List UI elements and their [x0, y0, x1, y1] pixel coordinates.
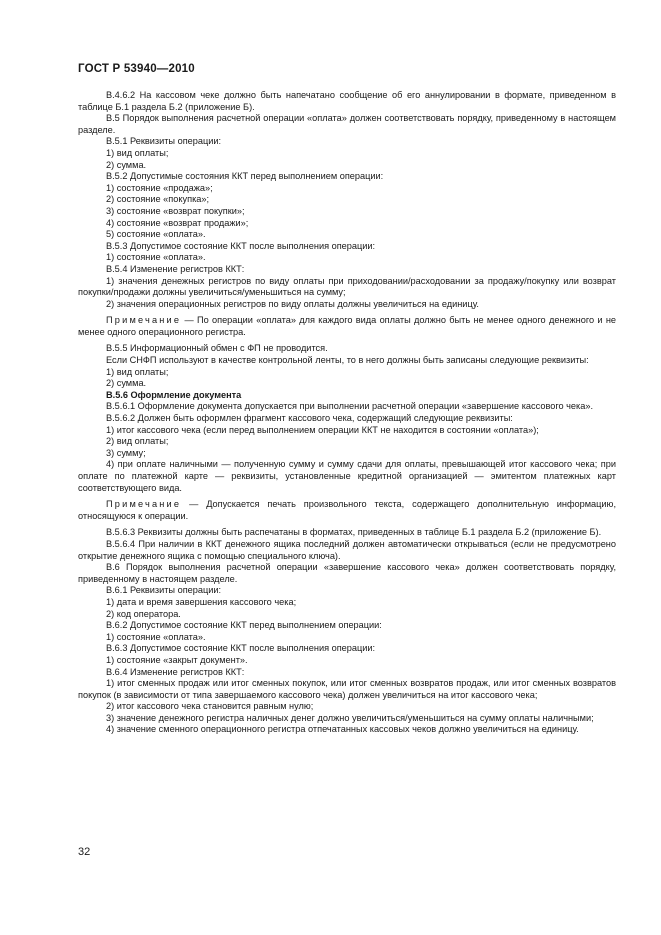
paragraph-text: 5) состояние «оплата».	[106, 229, 206, 240]
paragraph-text: В.5.6.3 Реквизиты должны быть распечатаны в форматах, приведенных в таблице Б.1 раздела Б.2 (приложение Б).	[106, 527, 602, 538]
text-paragraph	[78, 194, 616, 206]
note-label: Примечание	[106, 499, 182, 510]
text-paragraph	[78, 436, 616, 448]
paragraph-text: 1) значения денежных регистров по виду оплаты при приходовании/расходовании за продажу/покупку или возврат покупки/продажи должны увеличиться/уменьшиться на сумму;	[78, 275, 616, 298]
note-paragraph	[78, 499, 616, 522]
text-paragraph	[78, 90, 616, 113]
paragraph-text: В.5.6 Оформление документа	[106, 389, 242, 400]
text-paragraph	[78, 609, 616, 621]
paragraph-text: 1) состояние «закрыт документ».	[106, 654, 248, 665]
text-paragraph	[78, 413, 616, 425]
text-paragraph	[78, 183, 616, 195]
text-paragraph	[78, 136, 616, 148]
paragraph-text: В.6.2 Допустимое состояние ККТ перед выполнением операции:	[106, 620, 382, 631]
paragraph-text: В.6.1 Реквизиты операции:	[106, 585, 222, 596]
text-paragraph	[78, 160, 616, 172]
paragraph-text: В.5.6.2 Должен быть оформлен фрагмент кассового чека, содержащий следующие реквизиты:	[106, 413, 513, 424]
paragraph-text: 4) при оплате наличными — полученную сумму и сумму сдачи для оплаты, превышающей итог кассового чека; при оплате по платежной карте — реквизиты, установленные кредитной организацией — эмитентом платежных карт соответствующего вида.	[78, 459, 616, 493]
text-paragraph	[78, 252, 616, 264]
document-body	[78, 90, 616, 736]
paragraph-text: В.5.1 Реквизиты операции:	[106, 136, 222, 147]
text-paragraph	[78, 390, 616, 402]
text-paragraph	[78, 620, 616, 632]
page-number: 32	[78, 846, 91, 858]
text-paragraph	[78, 655, 616, 667]
text-paragraph	[78, 343, 616, 355]
text-paragraph	[78, 527, 616, 539]
paragraph-text: 3) значение денежного регистра наличных денег должно увеличиться/уменьшиться на сумму оплаты наличными;	[106, 712, 594, 723]
paragraph-text: В.6.3 Допустимое состояние ККТ после выполнения операции:	[106, 643, 376, 654]
paragraph-text: 2) сумма.	[106, 378, 147, 389]
text-paragraph	[78, 113, 616, 136]
paragraph-text: 2) значения операционных регистров по виду оплаты должны увеличиться на единицу.	[106, 298, 479, 309]
note-paragraph	[78, 315, 616, 338]
paragraph-text: 4) состояние «возврат продажи»;	[106, 217, 249, 228]
text-paragraph	[78, 148, 616, 160]
text-paragraph	[78, 299, 616, 311]
paragraph-text: В.5.6.4 При наличии в ККТ денежного ящика последний должен автоматически открываться (если не предусмотрено открытие денежного ящика с помощью специального ключа).	[78, 538, 616, 561]
paragraph-text: В.4.6.2 На кассовом чеке должно быть напечатано сообщение об его аннулировании в формате, приведенном в таблице Б.1 раздела Б.2 (приложение Б).	[78, 90, 616, 112]
text-paragraph	[78, 206, 616, 218]
text-paragraph	[78, 276, 616, 299]
text-paragraph	[78, 701, 616, 713]
paragraph-text: 2) вид оплаты;	[106, 436, 169, 447]
text-paragraph	[78, 585, 616, 597]
paragraph-text: 3) сумму;	[106, 447, 146, 458]
document-header: ГОСТ Р 53940—2010	[78, 63, 195, 75]
text-paragraph	[78, 643, 616, 655]
paragraph-text: В.5.6.1 Оформление документа допускается при выполнении расчетной операции «завершение кассового чека».	[106, 401, 594, 412]
text-paragraph	[78, 401, 616, 413]
paragraph-text: В.5.4 Изменение регистров ККТ:	[106, 263, 245, 274]
text-paragraph	[78, 597, 616, 609]
paragraph-text: В.5.2 Допустимые состояния ККТ перед выполнением операции:	[106, 171, 384, 182]
text-paragraph	[78, 448, 616, 460]
paragraph-text: В.5.5 Информационный обмен с ФП не проводится.	[106, 343, 328, 354]
text-paragraph	[78, 632, 616, 644]
paragraph-text: В.5.3 Допустимое состояние ККТ после выполнения операции:	[106, 240, 376, 251]
text-paragraph	[78, 667, 616, 679]
paragraph-text: 2) состояние «покупка»;	[106, 194, 210, 205]
text-paragraph	[78, 218, 616, 230]
paragraph-text: 1) вид оплаты;	[106, 366, 169, 377]
paragraph-text: В.6 Порядок выполнения расчетной операции «завершение кассового чека» должен соответствовать порядку, приведенному в настоящем разделе.	[78, 562, 616, 584]
text-paragraph	[78, 459, 616, 494]
paragraph-text: 1) итог кассового чека (если перед выполнением операции ККТ не находится в состоянии «оплата»);	[106, 424, 539, 435]
text-paragraph	[78, 425, 616, 437]
paragraph-text: 1) вид оплаты;	[106, 147, 169, 158]
text-paragraph	[78, 678, 616, 701]
text-paragraph	[78, 229, 616, 241]
text-paragraph	[78, 378, 616, 390]
text-paragraph	[78, 367, 616, 379]
text-paragraph	[78, 713, 616, 725]
paragraph-text: В.6.4 Изменение регистров ККТ:	[106, 666, 245, 677]
text-paragraph	[78, 562, 616, 585]
paragraph-text: 1) дата и время завершения кассового чека;	[106, 596, 297, 607]
text-paragraph	[78, 241, 616, 253]
paragraph-text: 2) код оператора.	[106, 608, 181, 619]
paragraph-text: Если СНФП используют в качестве контрольной ленты, то в него должны быть записаны следующие реквизиты:	[106, 355, 589, 366]
paragraph-text: 3) состояние «возврат покупки»;	[106, 205, 245, 216]
text-paragraph	[78, 724, 616, 736]
paragraph-text: 2) итог кассового чека становится равным нулю;	[106, 701, 314, 712]
text-paragraph	[78, 355, 616, 367]
text-paragraph	[78, 264, 616, 276]
paragraph-text: — Допускается печать произвольного текста, содержащего дополнительную информацию, относящуюся к операции.	[78, 499, 616, 521]
paragraph-text: 2) сумма.	[106, 159, 147, 170]
text-paragraph	[78, 539, 616, 562]
paragraph-text: В.5 Порядок выполнения расчетной операции «оплата» должен соответствовать порядку, приведенному в настоящем разделе.	[78, 113, 616, 135]
text-paragraph	[78, 171, 616, 183]
paragraph-text: 4) значение сменного операционного регистра отпечатанных кассовых чеков должно увеличиться на единицу.	[106, 724, 579, 735]
paragraph-text: 1) состояние «оплата».	[106, 631, 206, 642]
note-label: Примечание	[106, 315, 182, 326]
paragraph-text: — По операции «оплата» для каждого вида оплаты должно быть не менее одного денежного и не менее одного операционного регистра.	[78, 315, 616, 337]
paragraph-text: 1) состояние «продажа»;	[106, 182, 213, 193]
paragraph-text: 1) итог сменных продаж или итог сменных покупок, или итог сменных возвратов продаж, или итог сменных возвратов покупок (в зависимости от типа завершаемого кассового чека) должен увеличиться на итог кассового чека;	[78, 678, 616, 700]
paragraph-text: 1) состояние «оплата».	[106, 252, 206, 263]
